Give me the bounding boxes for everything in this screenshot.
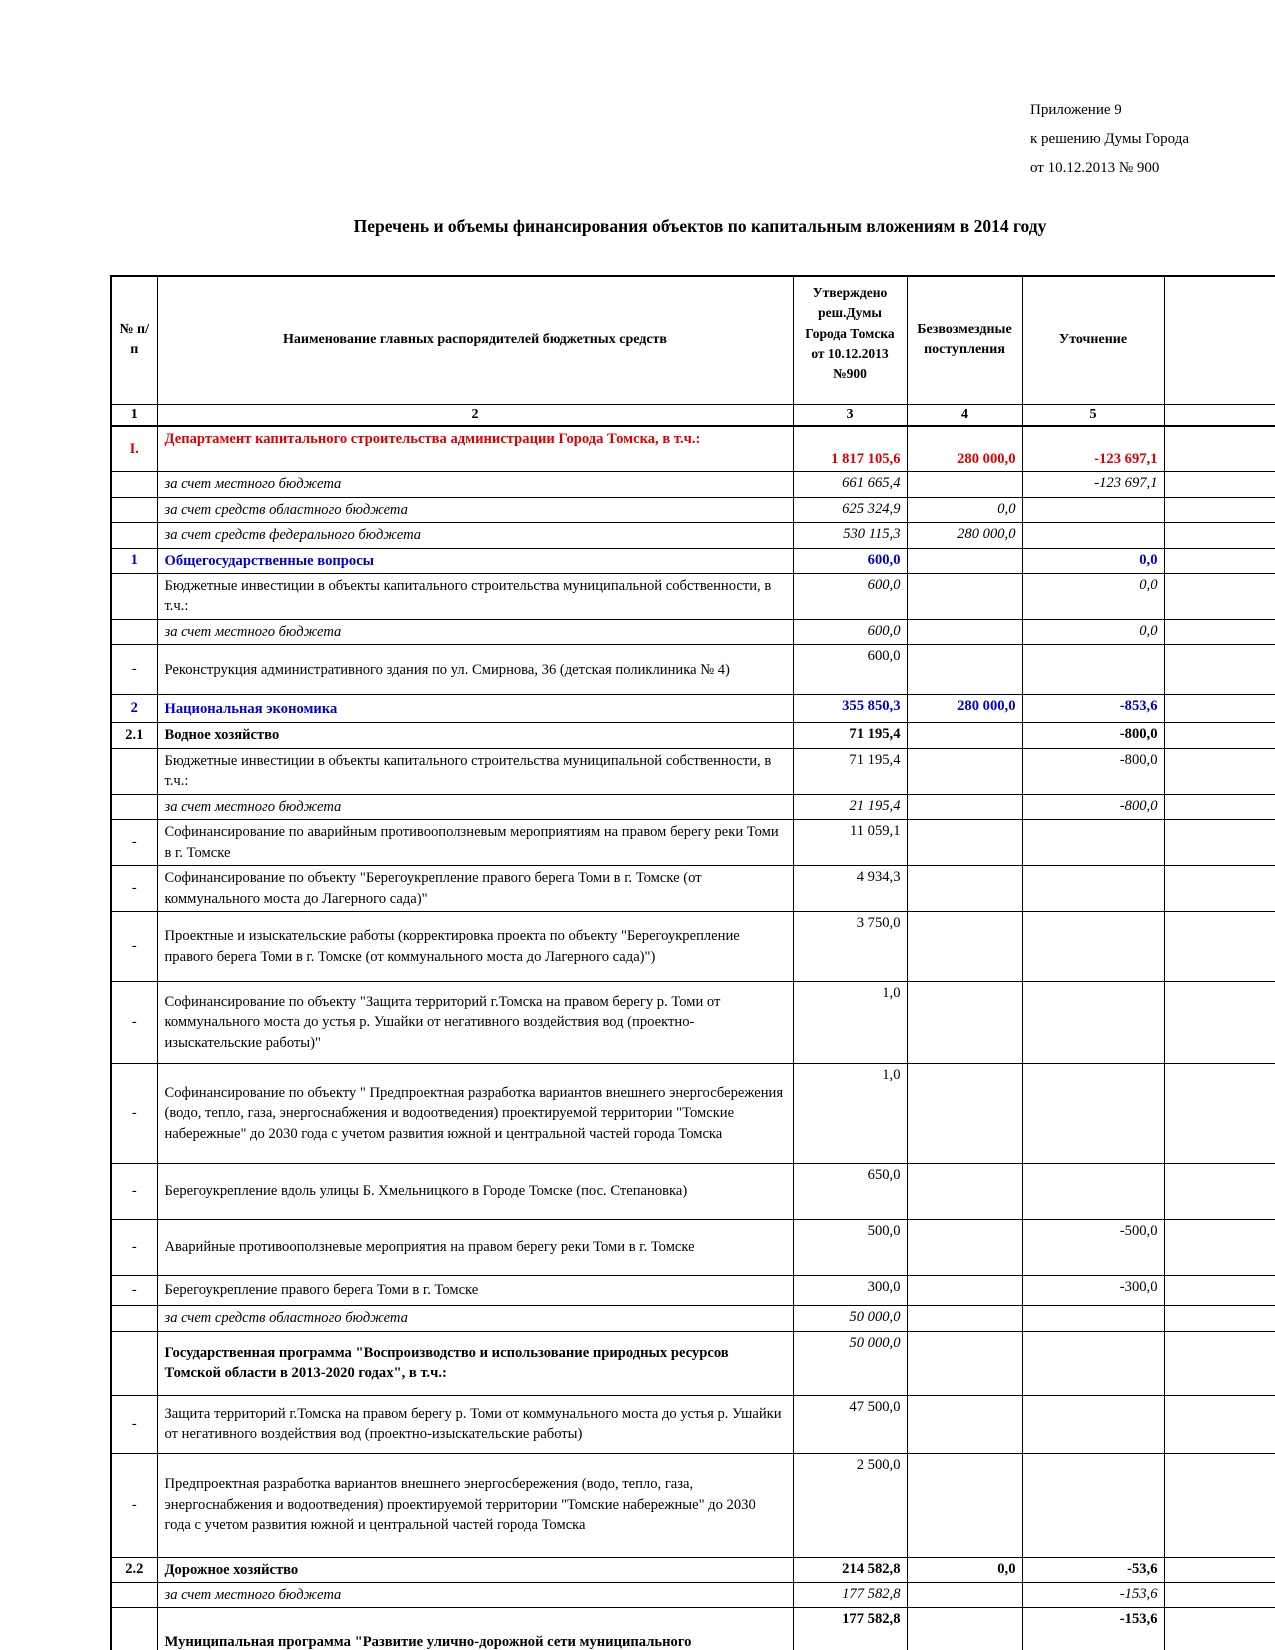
gratuitous-value-cell: 0,0 <box>907 1557 1022 1582</box>
extra-value-cell <box>1164 1164 1275 1220</box>
col-header-clarification: Уточнение <box>1022 276 1164 404</box>
clarification-value-cell: -800,0 <box>1022 723 1164 748</box>
col-index-4: 4 <box>907 404 1022 426</box>
col-header-approved: Утверждено реш.Думы Города Томска от 10.12.2013 №900 <box>793 276 907 404</box>
row-name-cell: Муниципальная программа "Развитие улично-дорожной сети муниципального <box>157 1608 793 1650</box>
row-name-cell: Проектные и изыскательские работы (корректировка проекта по объекту "Берегоукрепление правого берега Томи в г. Томске (от коммунального моста до Лагерного сада)") <box>157 912 793 982</box>
row-index-cell: - <box>111 1453 157 1557</box>
gratuitous-value-cell <box>907 820 1022 866</box>
extra-value-cell <box>1164 426 1275 472</box>
extra-value-cell <box>1164 1331 1275 1395</box>
table-row <box>111 548 1275 573</box>
row-name-cell: Национальная экономика <box>157 695 793 723</box>
table-row <box>111 1557 1275 1582</box>
table-row <box>111 1220 1275 1276</box>
row-name-cell: за счет средств областного бюджета <box>157 1306 793 1331</box>
approved-value-cell: 4 934,3 <box>793 866 907 912</box>
row-name-cell: Защита территорий г.Томска на правом берегу р. Томи от коммунального моста до устья р. Ушайки от негативного воздействия вод (проектно-изыскательские работы) <box>157 1395 793 1453</box>
row-index-cell <box>111 472 157 497</box>
row-index-cell: 2.2 <box>111 1557 157 1582</box>
gratuitous-value-cell: 280 000,0 <box>907 523 1022 548</box>
table-row <box>111 748 1275 794</box>
gratuitous-value-cell <box>907 645 1022 695</box>
row-index-cell <box>111 748 157 794</box>
row-index-cell: 2.1 <box>111 723 157 748</box>
col-index-5: 5 <box>1022 404 1164 426</box>
row-name-cell: Общегосударственные вопросы <box>157 548 793 573</box>
gratuitous-value-cell <box>907 1608 1022 1650</box>
gratuitous-value-cell <box>907 1453 1022 1557</box>
clarification-value-cell: -500,0 <box>1022 1220 1164 1276</box>
row-name-cell: Софинансирование по аварийным противооползневым мероприятиям на правом берегу реки Томи в г. Томске <box>157 820 793 866</box>
extra-value-cell <box>1164 523 1275 548</box>
extra-value-cell <box>1164 548 1275 573</box>
extra-value-cell <box>1164 1582 1275 1607</box>
approved-value-cell: 2 500,0 <box>793 1453 907 1557</box>
approved-value-cell: 600,0 <box>793 573 907 619</box>
row-name-cell: Бюджетные инвестиции в объекты капитального строительства муниципальной собственности, в т.ч.: <box>157 748 793 794</box>
row-index-cell: - <box>111 1276 157 1306</box>
table-row <box>111 1395 1275 1453</box>
table-row <box>111 619 1275 644</box>
row-index-cell <box>111 1331 157 1395</box>
row-index-cell: - <box>111 1064 157 1164</box>
clarification-value-cell: -300,0 <box>1022 1276 1164 1306</box>
col-index-6 <box>1164 404 1275 426</box>
approved-value-cell: 11 059,1 <box>793 820 907 866</box>
row-index-cell <box>111 523 157 548</box>
extra-value-cell <box>1164 619 1275 644</box>
approved-value-cell: 71 195,4 <box>793 748 907 794</box>
gratuitous-value-cell <box>907 573 1022 619</box>
gratuitous-value-cell: 280 000,0 <box>907 426 1022 472</box>
table-row <box>111 982 1275 1064</box>
approved-value-cell: 47 500,0 <box>793 1395 907 1453</box>
gratuitous-value-cell <box>907 794 1022 819</box>
row-name-cell: Предпроектная разработка вариантов внешнего энергосбережения (водо, тепло, газа, энергоснабжения и водоотведения) проектируемой территории "Томские набережные" до 2030 года с учетом развития южной и центральной частей города Томска <box>157 1453 793 1557</box>
table-row <box>111 1582 1275 1607</box>
row-index-cell: - <box>111 1164 157 1220</box>
row-name-cell: Берегоукрепление правого берега Томи в г. Томске <box>157 1276 793 1306</box>
col-index-2: 2 <box>157 404 793 426</box>
approved-value-cell: 1,0 <box>793 1064 907 1164</box>
clarification-value-cell <box>1022 523 1164 548</box>
gratuitous-value-cell <box>907 1395 1022 1453</box>
approved-value-cell: 1,0 <box>793 982 907 1064</box>
table-row <box>111 1608 1275 1650</box>
extra-value-cell <box>1164 748 1275 794</box>
extra-value-cell <box>1164 1395 1275 1453</box>
gratuitous-value-cell <box>907 619 1022 644</box>
extra-value-cell <box>1164 1608 1275 1650</box>
table-row <box>111 1453 1275 1557</box>
clarification-value-cell: -123 697,1 <box>1022 426 1164 472</box>
extra-value-cell <box>1164 1453 1275 1557</box>
row-index-cell: - <box>111 645 157 695</box>
gratuitous-value-cell <box>907 472 1022 497</box>
row-index-cell: 2 <box>111 695 157 723</box>
table-row <box>111 866 1275 912</box>
extra-value-cell <box>1164 794 1275 819</box>
gratuitous-value-cell <box>907 912 1022 982</box>
row-name-cell: Реконструкция административного здания по ул. Смирнова, 36 (детская поликлиника № 4) <box>157 645 793 695</box>
approved-value-cell: 300,0 <box>793 1276 907 1306</box>
table-row <box>111 472 1275 497</box>
clarification-value-cell <box>1022 1164 1164 1220</box>
gratuitous-value-cell <box>907 1164 1022 1220</box>
gratuitous-value-cell: 280 000,0 <box>907 695 1022 723</box>
clarification-value-cell: -53,6 <box>1022 1557 1164 1582</box>
gratuitous-value-cell: 0,0 <box>907 497 1022 522</box>
gratuitous-value-cell <box>907 1220 1022 1276</box>
row-name-cell: за счет местного бюджета <box>157 794 793 819</box>
approved-value-cell: 625 324,9 <box>793 497 907 522</box>
gratuitous-value-cell <box>907 1276 1022 1306</box>
table-body <box>111 426 1275 1650</box>
approved-value-cell: 71 195,4 <box>793 723 907 748</box>
clarification-value-cell <box>1022 982 1164 1064</box>
clarification-value-cell: -853,6 <box>1022 695 1164 723</box>
row-index-cell: - <box>111 912 157 982</box>
clarification-value-cell: -153,6 <box>1022 1582 1164 1607</box>
clarification-value-cell <box>1022 912 1164 982</box>
clarification-value-cell <box>1022 1331 1164 1395</box>
clarification-value-cell <box>1022 1064 1164 1164</box>
clarification-value-cell: 0,0 <box>1022 548 1164 573</box>
extra-value-cell <box>1164 497 1275 522</box>
table-row <box>111 1306 1275 1331</box>
approved-value-cell: 1 817 105,6 <box>793 426 907 472</box>
clarification-value-cell: -123 697,1 <box>1022 472 1164 497</box>
gratuitous-value-cell <box>907 982 1022 1064</box>
row-name-cell: Водное хозяйство <box>157 723 793 748</box>
table-row <box>111 1276 1275 1306</box>
approved-value-cell: 177 582,8 <box>793 1582 907 1607</box>
row-name-cell: Софинансирование по объекту "Берегоукрепление правого берега Томи в г. Томске (от коммунального моста до Лагерного сада)" <box>157 866 793 912</box>
approved-value-cell: 3 750,0 <box>793 912 907 982</box>
clarification-value-cell <box>1022 1395 1164 1453</box>
extra-value-cell <box>1164 1220 1275 1276</box>
gratuitous-value-cell <box>907 1306 1022 1331</box>
table-row <box>111 794 1275 819</box>
extra-value-cell <box>1164 912 1275 982</box>
appendix-block <box>1030 96 1189 183</box>
clarification-value-cell <box>1022 820 1164 866</box>
row-index-cell <box>111 619 157 644</box>
table-row <box>111 820 1275 866</box>
table-row <box>111 497 1275 522</box>
approved-value-cell: 214 582,8 <box>793 1557 907 1582</box>
extra-value-cell <box>1164 1557 1275 1582</box>
clarification-value-cell: -800,0 <box>1022 748 1164 794</box>
clarification-value-cell <box>1022 645 1164 695</box>
approved-value-cell: 661 665,4 <box>793 472 907 497</box>
row-name-cell: Дорожное хозяйство <box>157 1557 793 1582</box>
extra-value-cell <box>1164 1276 1275 1306</box>
approved-value-cell: 600,0 <box>793 645 907 695</box>
approved-value-cell: 650,0 <box>793 1164 907 1220</box>
col-index-1: 1 <box>111 404 157 426</box>
row-name-cell: за счет местного бюджета <box>157 619 793 644</box>
table-row <box>111 645 1275 695</box>
table-row <box>111 723 1275 748</box>
row-index-cell: I. <box>111 426 157 472</box>
clarification-value-cell <box>1022 497 1164 522</box>
clarification-value-cell <box>1022 1306 1164 1331</box>
row-name-cell: Софинансирование по объекту "Защита территорий г.Томска на правом берегу р. Томи от коммунального моста до устья р. Ушайки от негативного воздействия вод (проектно-изыскательские работы)" <box>157 982 793 1064</box>
extra-value-cell <box>1164 1306 1275 1331</box>
approved-value-cell: 530 115,3 <box>793 523 907 548</box>
extra-value-cell <box>1164 982 1275 1064</box>
gratuitous-value-cell <box>907 1331 1022 1395</box>
row-index-cell <box>111 1608 157 1650</box>
table-row <box>111 695 1275 723</box>
table-row <box>111 573 1275 619</box>
appendix-line-2: к решению Думы Города <box>1030 131 1189 147</box>
col-header-num: № п/п <box>111 276 157 404</box>
approved-value-cell: 600,0 <box>793 548 907 573</box>
row-name-cell: за счет местного бюджета <box>157 472 793 497</box>
table-row <box>111 1331 1275 1395</box>
row-index-cell <box>111 794 157 819</box>
row-name-cell: Департамент капитального строительства администрации Города Томска, в т.ч.: <box>157 426 793 472</box>
row-index-cell: - <box>111 1220 157 1276</box>
approved-value-cell: 355 850,3 <box>793 695 907 723</box>
clarification-value-cell: -153,6 <box>1022 1608 1164 1650</box>
clarification-value-cell <box>1022 866 1164 912</box>
appendix-line-1: Приложение 9 <box>1030 102 1122 118</box>
approved-value-cell: 50 000,0 <box>793 1306 907 1331</box>
row-index-cell: - <box>111 866 157 912</box>
extra-value-cell <box>1164 645 1275 695</box>
clarification-value-cell <box>1022 1453 1164 1557</box>
extra-value-cell <box>1164 723 1275 748</box>
row-index-cell: - <box>111 982 157 1064</box>
row-name-cell: Аварийные противооползневые мероприятия на правом берегу реки Томи в г. Томске <box>157 1220 793 1276</box>
extra-value-cell <box>1164 866 1275 912</box>
row-name-cell: за счет местного бюджета <box>157 1582 793 1607</box>
column-index-row <box>111 404 1275 426</box>
row-index-cell: - <box>111 820 157 866</box>
extra-value-cell <box>1164 573 1275 619</box>
table-header-row <box>111 276 1275 404</box>
row-name-cell: Берегоукрепление вдоль улицы Б. Хмельницкого в Городе Томске (пос. Степановка) <box>157 1164 793 1220</box>
col-header-gratuitous: Безвозмездные поступления <box>907 276 1022 404</box>
gratuitous-value-cell <box>907 1064 1022 1164</box>
table-row <box>111 1064 1275 1164</box>
extra-value-cell <box>1164 1064 1275 1164</box>
approved-value-cell: 50 000,0 <box>793 1331 907 1395</box>
row-name-cell: Государственная программа "Воспроизводство и использование природных ресурсов Томской области в 2013-2020 годах", в т.ч.: <box>157 1331 793 1395</box>
gratuitous-value-cell <box>907 548 1022 573</box>
gratuitous-value-cell <box>907 748 1022 794</box>
col-index-3: 3 <box>793 404 907 426</box>
extra-value-cell <box>1164 472 1275 497</box>
row-name-cell: Бюджетные инвестиции в объекты капитального строительства муниципальной собственности, в т.ч.: <box>157 573 793 619</box>
approved-value-cell: 21 195,4 <box>793 794 907 819</box>
row-index-cell <box>111 573 157 619</box>
table-row <box>111 912 1275 982</box>
approved-value-cell: 600,0 <box>793 619 907 644</box>
gratuitous-value-cell <box>907 866 1022 912</box>
row-index-cell <box>111 1582 157 1607</box>
col-header-extra <box>1164 276 1275 404</box>
clarification-value-cell: 0,0 <box>1022 573 1164 619</box>
table-row <box>111 426 1275 472</box>
table-row <box>111 1164 1275 1220</box>
extra-value-cell <box>1164 695 1275 723</box>
gratuitous-value-cell <box>907 1582 1022 1607</box>
col-header-name: Наименование главных распорядителей бюджетных средств <box>157 276 793 404</box>
table-row <box>111 523 1275 548</box>
row-index-cell <box>111 497 157 522</box>
clarification-value-cell: -800,0 <box>1022 794 1164 819</box>
financing-table <box>110 275 1275 1650</box>
approved-value-cell: 177 582,8 <box>793 1608 907 1650</box>
row-index-cell: 1 <box>111 548 157 573</box>
gratuitous-value-cell <box>907 723 1022 748</box>
page-title: Перечень и объемы финансирования объектов по капитальным вложениям в 2014 году <box>353 216 1047 236</box>
row-name-cell: за счет средств федерального бюджета <box>157 523 793 548</box>
clarification-value-cell: 0,0 <box>1022 619 1164 644</box>
row-index-cell: - <box>111 1395 157 1453</box>
appendix-line-3: от 10.12.2013 № 900 <box>1030 160 1160 176</box>
extra-value-cell <box>1164 820 1275 866</box>
row-name-cell: Софинансирование по объекту " Предпроектная разработка вариантов внешнего энергосбережения (водо, тепло, газа, энергоснабжения и водоотведения) проектируемой территории "Томские набережные" до 2030 года с учетом развития южной и центральной частей города Томска <box>157 1064 793 1164</box>
approved-value-cell: 500,0 <box>793 1220 907 1276</box>
row-index-cell <box>111 1306 157 1331</box>
row-name-cell: за счет средств областного бюджета <box>157 497 793 522</box>
